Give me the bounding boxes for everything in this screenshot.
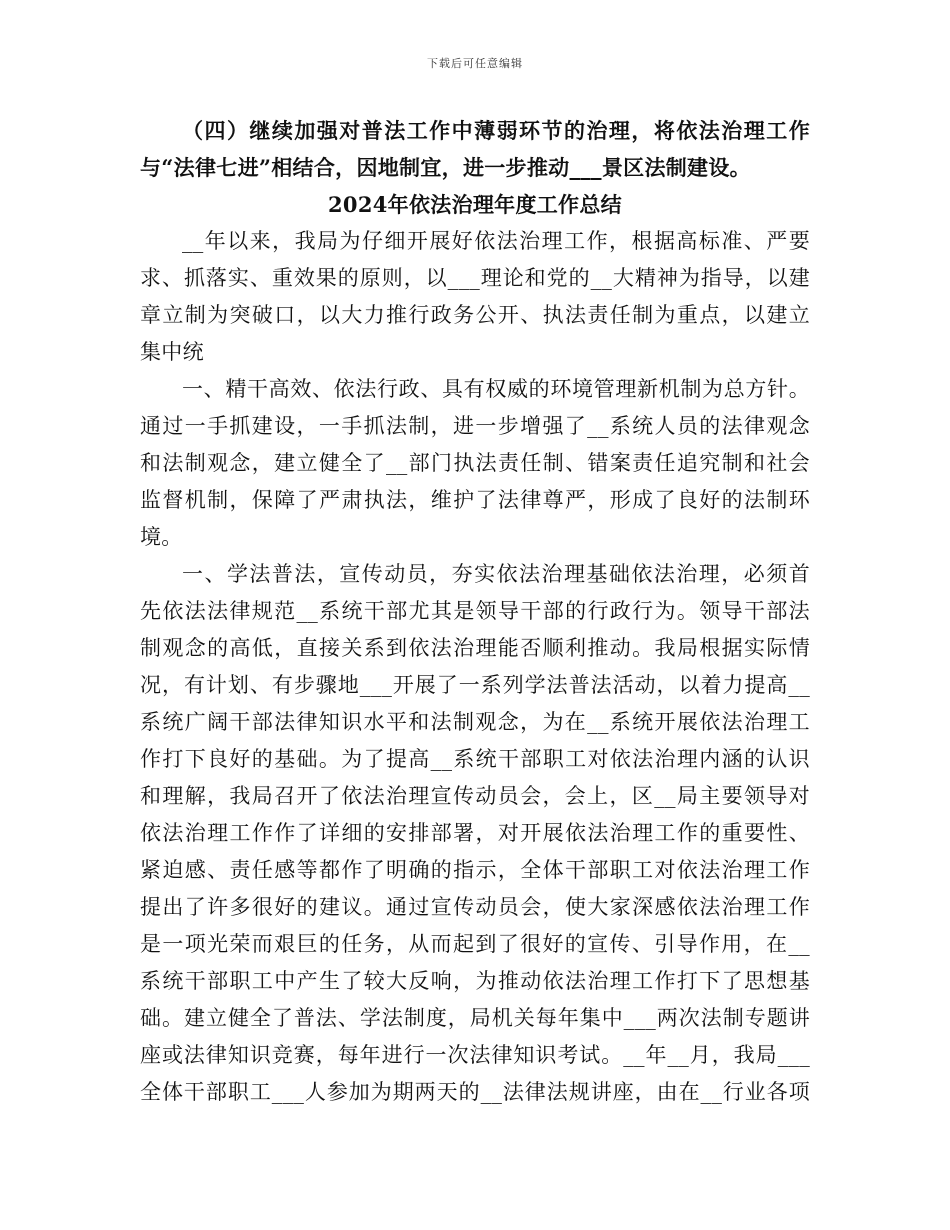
text-line: 紧迫感、责任感等都作了明确的指示，全体干部职工对依法治理工作 [140, 858, 810, 882]
text-line: 系统广阔干部法律知识水平和法制观念，为在__系统开展依法治理工 [140, 710, 810, 734]
text-line: 座或法律知识竞赛，每年进行一次法律知识考试。__年__月，我局___ [140, 1043, 810, 1067]
text-line: __年以来，我局为仔细开展好依法治理工作，根据高标准、严要 [182, 229, 810, 253]
text-line: 是一项光荣而艰巨的任务，从而起到了很好的宣传、引导作用，在__ [140, 932, 810, 956]
text-line: 先依法法律规范__系统干部尤其是领导干部的行政行为。领导干部法 [140, 599, 810, 623]
text-line: 制观念的高低，直接关系到依法治理能否顺利推动。我局根据实际情 [140, 636, 810, 660]
text-line: 境。 [140, 525, 183, 549]
text-line: 作打下良好的基础。为了提高__系统干部职工对依法治理内涵的认识 [140, 747, 810, 771]
text-line: 求、抓落实、重效果的原则，以___理论和党的__大精神为指导，以建 [140, 266, 810, 290]
page-header-note: 下载后可任意编辑 [427, 57, 523, 70]
text-line: 提出了许多很好的建议。通过宣传动员会，使大家深感依法治理工作 [140, 895, 810, 919]
text-line: 一、精干高效、依法行政、具有权威的环境管理新机制为总方针。 [182, 377, 810, 401]
text-line: 章立制为突破口，以大力推行政务公开、执法责任制为重点，以建立 [140, 303, 810, 327]
document-body [140, 112, 810, 1111]
text-line: 础。建立健全了普法、学法制度，局机关每年集中___两次法制专题讲 [140, 1006, 810, 1030]
text-line: 全体干部职工___人参加为期两天的__法律法规讲座，由在__行业各项 [140, 1080, 810, 1104]
document-title: 2024年依法治理年度工作总结 [328, 192, 622, 217]
text-line: 通过一手抓建设，一手抓法制，进一步增强了__系统人员的法律观念 [140, 414, 810, 438]
text-line: 和法制观念，建立健全了__部门执法责任制、错案责任追究制和社会 [140, 451, 810, 475]
text-line: 和理解，我局召开了依法治理宣传动员会，会上，区__局主要领导对 [140, 784, 810, 808]
text-line: 一、学法普法，宣传动员，夯实依法治理基础依法治理，必须首 [182, 562, 810, 586]
text-line: 集中统 [140, 340, 204, 364]
text-line: 系统干部职工中产生了较大反响，为推动依法治理工作打下了思想基 [140, 969, 810, 993]
text-line: （四）继续加强对普法工作中薄弱环节的治理，将依法治理工作 [182, 118, 810, 143]
text-line: 依法治理工作作了详细的安排部署，对开展依法治理工作的重要性、 [140, 821, 810, 845]
text-line: 与“法律七进”相结合，因地制宜，进一步推动___景区法制建设。 [140, 155, 751, 180]
text-line: 况，有计划、有步骤地___开展了一系列学法普法活动，以着力提高__ [140, 673, 810, 697]
text-line: 监督机制，保障了严肃执法，维护了法律尊严，形成了良好的法制环 [140, 488, 810, 512]
